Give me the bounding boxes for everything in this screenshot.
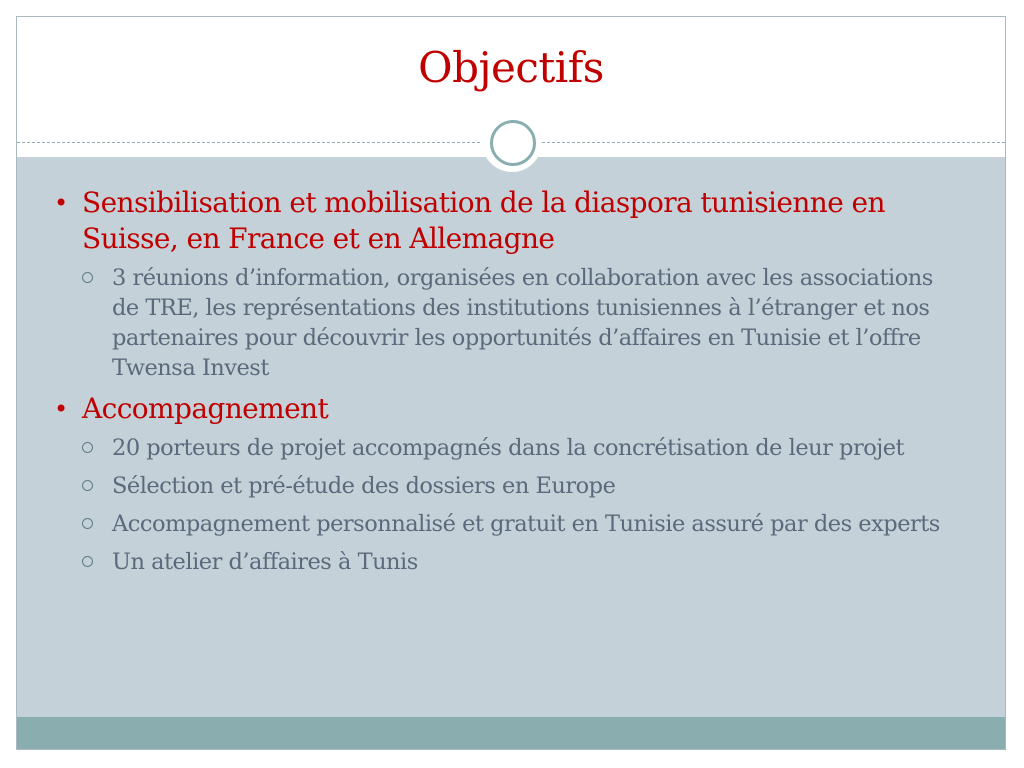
item-text: 3 réunions d’information, organisées en collaboration avec les associations de TRE, les représentations des institutions tunisiennes à l’étranger et nos partenaires pour découvrir les opportunités d’affaires en Tunisie et l’offre Twensa Invest	[112, 265, 933, 381]
section-heading-accompagnement	[48, 391, 948, 427]
slide-title: Objectifs	[418, 43, 604, 92]
list-item	[48, 471, 948, 501]
list-item	[48, 263, 948, 383]
item-text: Sélection et pré-étude des dossiers en Europe	[112, 473, 616, 499]
item-text: 20 porteurs de projet accompagnés dans la concrétisation de leur projet	[112, 435, 905, 461]
list-item	[48, 509, 948, 539]
ring-shape	[490, 120, 536, 166]
bullet-circle-icon	[82, 272, 93, 283]
divider-ring-icon	[482, 112, 542, 172]
list-item	[48, 433, 948, 463]
item-text: Un atelier d’affaires à Tunis	[112, 549, 418, 575]
item-text: Accompagnement personnalisé et gratuit en Tunisie assuré par des experts	[112, 511, 940, 537]
bullet-dot-icon: •	[54, 395, 68, 423]
footer-band	[17, 717, 1005, 750]
section-heading-sensibilisation	[48, 185, 948, 257]
heading-text: Accompagnement	[82, 392, 329, 425]
bullet-circle-icon	[82, 556, 93, 567]
bullet-circle-icon	[82, 518, 93, 529]
bullet-circle-icon	[82, 480, 93, 491]
bullet-circle-icon	[82, 442, 93, 453]
bullet-list	[48, 185, 948, 585]
heading-text: Sensibilisation et mobilisation de la diaspora tunisienne en Suisse, en France et en Allemagne	[82, 186, 885, 255]
list-item	[48, 547, 948, 577]
bullet-dot-icon: •	[54, 189, 68, 217]
